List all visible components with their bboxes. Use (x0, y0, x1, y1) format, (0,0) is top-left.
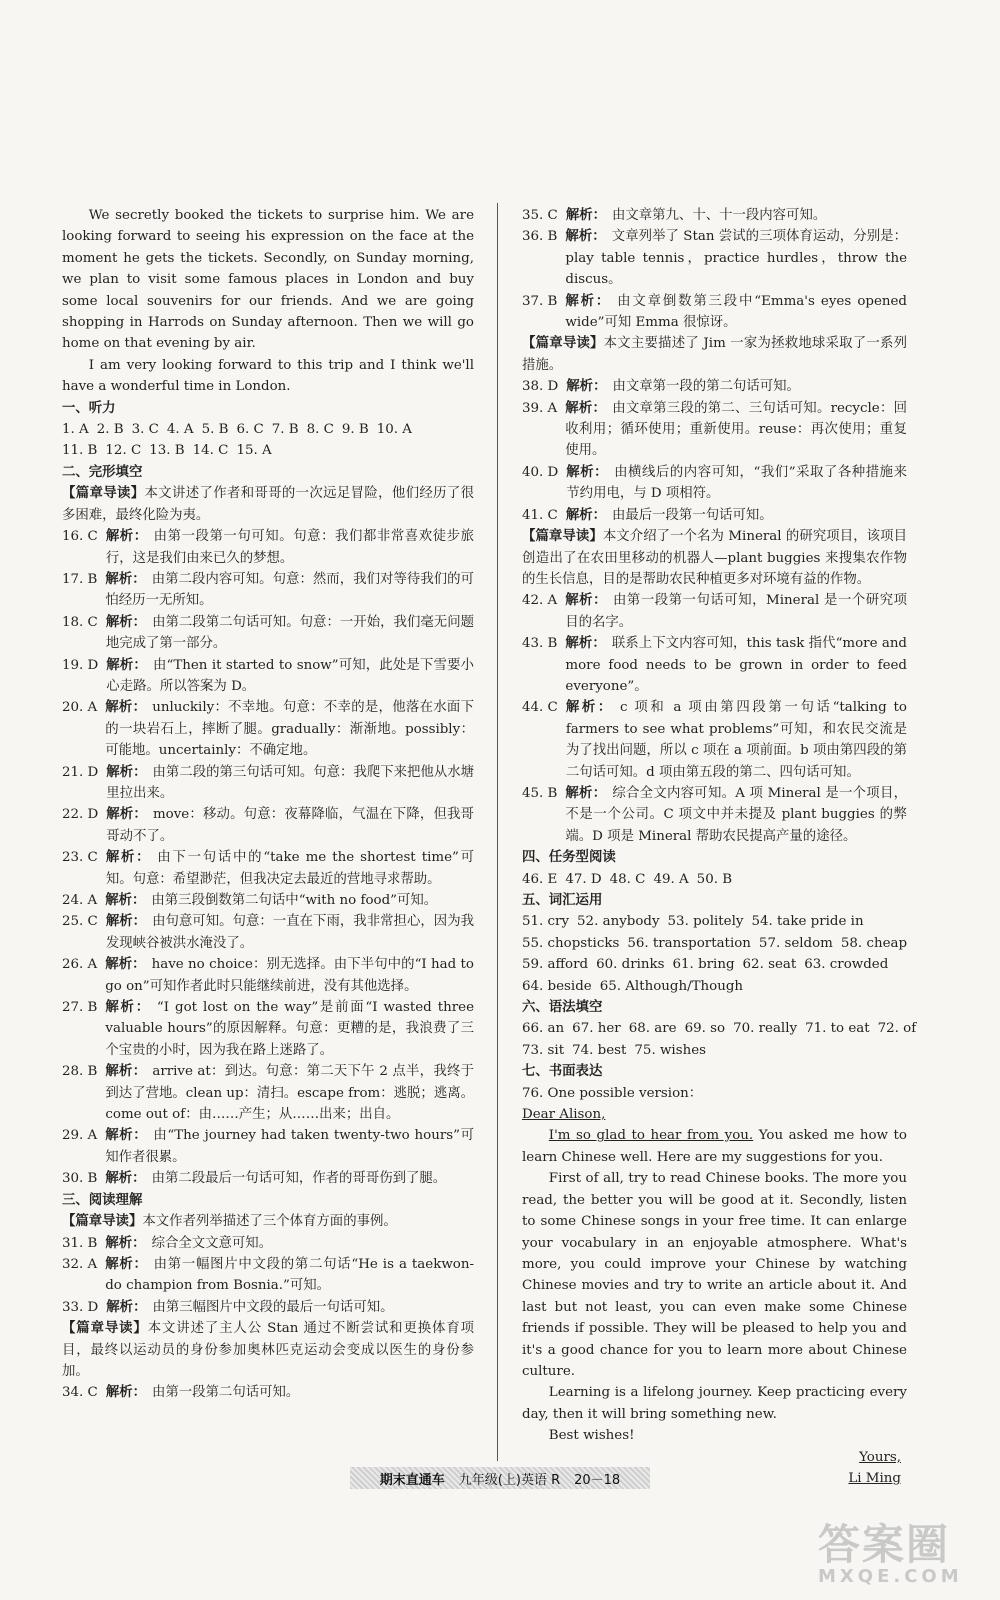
explanation-label: 解析： (106, 806, 147, 823)
column-divider (497, 203, 498, 1461)
letter-closing: Best wishes! (548, 1428, 635, 1444)
paragraph-text: You asked me how to learn Chinese well. Here are my suggestions for you. (522, 1128, 907, 1165)
answer: 6. C (236, 422, 264, 438)
guide-text: 本文介绍了一个名为 Mineral 的研究项目，该项目创造出了在农田里移动的机器人—plant buggies 来搜集农作物的生长信息，目的是帮助农民种植更多对环境有益的作物。 (522, 529, 908, 587)
section-title: 四、任务型阅读 (522, 850, 616, 866)
answer: 15. A (236, 443, 272, 459)
explanation-label: 解析： (105, 849, 152, 866)
answer-number: 34. C (62, 1385, 98, 1401)
answer-explanation (106, 804, 474, 847)
answer-item (62, 1297, 474, 1318)
answer-explanation (566, 376, 907, 397)
chapter-guide (62, 483, 474, 526)
answer: 58. cheap (840, 935, 908, 951)
sample-letter (522, 1104, 907, 1489)
explanation-text: 由第三段倒数第二句话中“with no food”可知。 (151, 893, 438, 908)
answer-explanation (106, 911, 474, 954)
answer-number: 45. B (522, 785, 558, 801)
essay-intro: 76. One possible version： (522, 1085, 703, 1101)
answer-number: 33. D (62, 1299, 99, 1315)
answer-item (62, 890, 474, 911)
answer-item (62, 526, 474, 569)
answer-explanation (106, 612, 474, 655)
answer: 60. drinks (596, 957, 665, 973)
explanation-text: 由第一段第一句话可知，Mineral 是一个研究项目的名字。 (565, 593, 908, 630)
answer-explanation (106, 762, 474, 805)
letter-paragraph (522, 1125, 907, 1168)
answer: 72. of (877, 1021, 917, 1037)
answer: 2. B (96, 422, 124, 438)
answer-item (62, 697, 474, 761)
guide-tag: 【篇章导读】 (62, 1213, 143, 1230)
explanation-text: 由“Then it started to snow”可知，此处是下雪要小心走路。所以答案为 D。 (106, 657, 475, 694)
answer-item (62, 847, 474, 890)
explanation-label: 解析： (565, 399, 607, 416)
explanation-label: 解析： (105, 570, 146, 587)
answer-number: 27. B (62, 1000, 98, 1016)
answer-rows (522, 911, 907, 997)
answer-list (522, 205, 907, 333)
explanation-text: 由第二段内容可知。句意：然而，我们对等待我们的可怕经历一无所知。 (105, 571, 475, 609)
answer: 4. A (166, 422, 194, 438)
answer: 61. bring (672, 957, 735, 973)
guide-text: 本文主要描述了 Jim 一家为拯救地球采取了一系列措施。 (522, 336, 907, 373)
answer-number: 19. D (62, 657, 99, 673)
explanation-label: 解析： (565, 784, 607, 801)
explanation-label: 解析： (106, 656, 147, 673)
answer: 62. seat (742, 957, 797, 973)
answer-item (62, 655, 474, 698)
answer-explanation (105, 1125, 474, 1168)
explanation-label: 解析： (105, 892, 146, 908)
answer: 47. D (565, 871, 602, 887)
watermark-logo (818, 1512, 963, 1587)
answer-item (522, 376, 907, 397)
answer-item (522, 505, 907, 526)
answer: 49. A (653, 871, 689, 887)
answer-number: 44. C (522, 700, 558, 716)
answer-explanation (566, 462, 907, 505)
answer-explanation (106, 847, 474, 890)
explanation-text: move：移动。句意：夜幕降临，气温在下降，但我哥哥动不了。 (106, 807, 475, 844)
explanation-text: 由文章第九、十、十一段内容可知。 (611, 208, 827, 223)
watermark-en: MXQE.COM (818, 1566, 963, 1587)
answer: 65. Although/Though (599, 978, 744, 994)
answer: 46. E (522, 871, 558, 887)
answer-explanation (106, 1382, 474, 1403)
explanation-label: 解析： (105, 913, 147, 930)
explanation-text: “I got lost on the way”是前面“I wasted three valuable hours”的原因解释。句意：更糟的是，我浪费了三个宝贵的小时，因为我在路上迷路了。 (105, 1000, 474, 1058)
guide-text: 本文作者列举描述了三个体育方面的事例。 (142, 1214, 397, 1230)
answer-number: 37. B (522, 293, 558, 309)
answer: 55. chopsticks (522, 935, 620, 951)
answer-item (62, 569, 474, 612)
answer-item (62, 1168, 474, 1189)
chapter-guide (62, 1318, 474, 1382)
answer-number: 23. C (62, 850, 98, 866)
explanation-label: 解析： (105, 956, 146, 973)
explanation-label: 解析： (105, 1255, 148, 1272)
explanation-label: 解析： (565, 292, 612, 309)
explanation-text: arrive at：到达。句意：第二天下午 2 点半，我终于到达了营地。clean up：清扫。escape from：逃脱；逃离。come out of：由……产生；从……出来；出自。 (105, 1064, 475, 1123)
explanation-label: 解析： (565, 228, 606, 245)
answer-number: 39. A (522, 400, 558, 416)
answer-explanation (105, 1254, 474, 1297)
answer-row (522, 954, 907, 975)
explanation-label: 解析： (106, 763, 147, 780)
answer-explanation (106, 526, 474, 569)
answer-item (522, 226, 907, 290)
answer-item (522, 398, 907, 462)
answer-row (522, 1040, 907, 1061)
explanation-label: 解析： (106, 1298, 147, 1315)
answer-item (522, 633, 907, 697)
answer: 63. crowded (804, 957, 889, 973)
answer-explanation (566, 697, 907, 783)
explanation-label: 解析： (105, 699, 147, 716)
answer: 48. C (609, 871, 646, 887)
answer-item (522, 291, 907, 334)
explanation-text: 由第一段第一句可知。句意：我们都非常喜欢徒步旅行，这是我们由来已久的梦想。 (105, 529, 475, 566)
answer-item (522, 205, 907, 226)
explanation-text: 由文章第三段的第二、三句话可知。recycle：回收利用；循环使用；重新使用。reuse：再次使用；重复使用。 (565, 400, 907, 459)
footer-page-number: 20－18 (574, 1472, 621, 1488)
answer-explanation (565, 226, 907, 290)
explanation-text: 由第二段第二句话可知。句意：一开始，我们毫无问题地完成了第一部分。 (105, 614, 475, 652)
answer: 66. an (522, 1021, 565, 1037)
explanation-label: 解析： (565, 635, 606, 652)
guide-tag: 【篇章导读】 (62, 485, 145, 502)
signature-name: Li Ming (848, 1470, 901, 1486)
answer: 14. C (192, 443, 229, 459)
answer: 75. wishes (634, 1042, 706, 1058)
guide-tag: 【篇章导读】 (62, 1320, 148, 1337)
section-title: 五、词汇运用 (522, 893, 603, 908)
guide-tag: 【篇章导读】 (522, 528, 603, 545)
answer: 67. her (572, 1021, 621, 1037)
explanation-label: 解析： (565, 506, 606, 523)
answer: 54. take pride in (751, 914, 864, 930)
answer-explanation (565, 590, 907, 633)
explanation-label: 解析： (566, 463, 609, 480)
letter-salutation: Dear Alison, (522, 1107, 606, 1123)
explanation-text: have no choice：别无选择。由下半句中的“I had to go on”可知作者此时只能继续前进，没有其他选择。 (105, 957, 474, 994)
answer-number: 28. B (62, 1064, 98, 1080)
answer-item (522, 697, 907, 783)
answer: 69. so (684, 1021, 726, 1037)
answer-list (522, 590, 907, 847)
answer-explanation (106, 1297, 474, 1318)
explanation-text: 综合全文内容可知。A 项 Mineral 是一个项目，不是一个公司。C 项文中并未提及 plant buggies 的弊端。D 项是 Mineral 帮助农民提高产量的途径。 (565, 785, 908, 844)
guide-text: 本文讲述了主人公 Stan 通过不断尝试和更换体育项目，最终以运动员的身份参加奥林匹克运动会变成以医生的身份参加。 (62, 1321, 474, 1379)
answer-row (62, 440, 474, 461)
answer-number: 26. A (62, 957, 98, 973)
answer: 73. sit (522, 1042, 565, 1058)
answer-item (62, 804, 474, 847)
answer-item (62, 612, 474, 655)
explanation-label: 解析： (105, 613, 147, 630)
answer-rows (522, 1018, 917, 1061)
answer-explanation (106, 655, 474, 698)
answer: 74. best (572, 1042, 627, 1058)
section-title: 三、阅读理解 (62, 1192, 143, 1208)
answer-list (62, 1233, 474, 1319)
answer: 8. C (306, 422, 334, 438)
letter-paragraph: We secretly booked the tickets to surprise him. We are looking forward to seeing his expression on the face at the moment he gets the tickets. Secondly, on Sunday morning, we plan to visit some famous places in London and buy some local souvenirs for our friends. And we are going shopping in Harrods on Sunday afternoon. Then we will go home on that evening by air. (62, 208, 474, 352)
answer-item (62, 954, 474, 997)
answer: 59. afford (522, 957, 589, 973)
explanation-label: 解析： (565, 592, 607, 609)
explanation-text: 文章列举了 Stan 尝试的三项体育运动，分别是：play table tennis，practice hurdles，throw the discus。 (565, 229, 907, 288)
answer-number: 42. A (522, 593, 558, 609)
section-title: 七、书面表达 (522, 1064, 603, 1080)
explanation-text: 由第三幅图片中文段的最后一句话可知。 (152, 1299, 394, 1315)
answer-explanation (565, 398, 907, 462)
answer: 68. are (628, 1021, 677, 1037)
explanation-label: 解析： (105, 1170, 146, 1187)
answer-number: 31. B (62, 1235, 98, 1251)
answer-number: 41. C (522, 507, 558, 523)
explanation-label: 解析： (105, 1234, 146, 1251)
section-title: 一、听力 (62, 400, 116, 416)
answer-number: 22. D (62, 807, 99, 823)
footer-brand: 期末直通车 (379, 1472, 445, 1488)
answer-list (62, 1382, 474, 1403)
answer-row (522, 869, 907, 890)
explanation-text: 由第一幅图片中文段的第二句话“He is a taekwon-do champion from Bosnia.”可知。 (105, 1256, 474, 1294)
explanation-text: 由第二段最后一句话可知，作者的哥哥伤到了腿。 (151, 1171, 447, 1187)
answer-row (522, 976, 907, 997)
answer-list (62, 526, 474, 1190)
answer-item (62, 911, 474, 954)
answer-explanation (105, 1168, 474, 1189)
answer-number: 20. A (62, 700, 98, 716)
answer-explanation (105, 1233, 474, 1254)
answer-number: 38. D (522, 379, 559, 395)
explanation-label: 解析： (105, 1127, 148, 1144)
answer-item (62, 1233, 474, 1254)
answer: 70. really (733, 1021, 798, 1037)
answer-item (62, 1382, 474, 1403)
answer: 11. B (62, 443, 98, 459)
explanation-text: 由第二段的第三句话可知。句意：我爬下来把他从水塘里拉出来。 (106, 764, 475, 801)
answer-number: 21. D (62, 764, 99, 780)
answer-explanation (566, 205, 907, 226)
answer-number: 24. A (62, 893, 98, 908)
answer-number: 35. C (522, 208, 558, 223)
answer-explanation (105, 1061, 474, 1125)
answer-row (522, 911, 907, 932)
answer-item (62, 1125, 474, 1168)
explanation-label: 解析： (566, 378, 607, 395)
explanation-label: 解析： (105, 528, 148, 545)
answer-number: 25. C (62, 914, 98, 930)
explanation-text: 由第一段第二句话可知。 (151, 1385, 300, 1401)
answer-explanation (565, 633, 907, 697)
answer: 53. politely (667, 914, 744, 930)
answer-number: 16. C (62, 529, 98, 545)
explanation-label: 解析： (565, 699, 614, 716)
answer-explanation (105, 697, 474, 761)
answer-number: 43. B (522, 636, 558, 652)
chapter-guide (522, 526, 907, 590)
answer-number: 29. A (62, 1128, 98, 1144)
letter-paragraph: I am very looking forward to this trip and I think we'll have a wonderful time in London. (62, 357, 474, 395)
answer: 3. C (131, 422, 159, 438)
answer-item (62, 1254, 474, 1297)
answer-item (522, 783, 907, 847)
answer-row (522, 933, 907, 954)
answer-explanation (105, 890, 474, 911)
explanation-text: c 项和 a 项由第四段第一句话“talking to farmers to see what problems”可知，和农民交流是为了找出问题，所以 c 项在 a 项前面。b 项由第四段的第二句话可知。d 项由第五段的第二、四句话可知。 (565, 700, 907, 780)
answer-explanation (105, 997, 474, 1061)
left-column (62, 205, 474, 1404)
right-column (522, 205, 917, 1489)
guide-tag: 【篇章导读】 (522, 335, 604, 352)
explanation-text: 联系上下文内容可知，this task 指代“more and more food needs to be grown in order to feed everyone”。 (565, 636, 908, 694)
answer: 52. anybody (577, 914, 660, 930)
answer-number: 32. A (62, 1256, 98, 1272)
answer: 7. B (271, 422, 299, 438)
letter-signoff (522, 1447, 907, 1468)
answer-explanation (565, 783, 907, 847)
answer-item (62, 1061, 474, 1125)
explanation-label: 解析： (565, 207, 606, 223)
watermark-cn: 答案圈 (818, 1520, 951, 1569)
explanation-label: 解析： (105, 999, 151, 1016)
explanation-text: 由文章倒数第三段中“Emma's eyes opened wide”可知 Emma 很惊讶。 (565, 293, 907, 331)
explanation-text: 由横线后的内容可知，“我们”采取了各种措施来节约用电，与 D 项相符。 (566, 464, 908, 502)
section-title: 六、语法填空 (522, 1000, 603, 1016)
letter-paragraph: First of all, try to read Chinese books. The more you read, the better you will be good at it. Secondly, listen to some Chinese songs in your free time. It can enlarge your vocabulary in an enjoyable atmosphere. What's more, you could improve your Chinese by watching Chinese movies and try to write an article about it. And last but not least, you can even make some Chinese friends if possible. They will be pleased to help you and it's a good chance for you to learn more about Chinese culture. (522, 1171, 907, 1379)
underlined-sentence: I'm so glad to hear from you. (548, 1128, 754, 1144)
chapter-guide (522, 333, 907, 376)
page-footer (350, 1467, 650, 1489)
answer: 64. beside (522, 978, 592, 994)
explanation-text: 由文章第一段的第二句话可知。 (612, 379, 800, 395)
explanation-label: 解析： (105, 1063, 147, 1080)
explanation-text: 由下一句话中的“take me the shortest time”可知。句意：希望渺茫，但我决定去最近的营地寻求帮助。 (105, 850, 474, 887)
answer-item (522, 462, 907, 505)
answer-number: 36. B (522, 229, 558, 245)
guide-text: 本文讲述了作者和哥哥的一次远足冒险，他们经历了很多困难，最终化险为夷。 (62, 486, 475, 523)
letter-paragraph: Learning is a lifelong journey. Keep practicing every day, then it will bring something new. (522, 1385, 907, 1422)
explanation-text: 由“The journey had taken twenty-two hours”可知作者很累。 (105, 1128, 474, 1165)
answer: 13. B (149, 443, 185, 459)
answer: 71. to eat (805, 1021, 870, 1037)
answer-row (522, 1018, 917, 1039)
answer-explanation (105, 569, 474, 612)
answer-item (62, 997, 474, 1061)
answer: 57. seldom (758, 935, 833, 951)
section-title: 二、完形填空 (62, 464, 143, 480)
answer: 50. B (696, 871, 733, 887)
footer-grade: 九年级(上)英语 R (458, 1472, 561, 1488)
explanation-text: unluckily：不幸地。句意：不幸的是，他落在水面下的一块岩石上，摔断了腿。gradually：渐渐地。possibly：可能地。uncertainly：不确定地。 (105, 700, 474, 759)
answer-row (62, 419, 474, 440)
explanation-label: 解析： (105, 1384, 146, 1401)
answer: 9. B (341, 422, 369, 438)
chapter-guide (62, 1211, 474, 1232)
answer-number: 17. B (62, 571, 98, 587)
answer: 10. A (376, 422, 412, 438)
answer-explanation (565, 291, 907, 334)
answer: 56. transportation (627, 935, 751, 951)
answer-item (62, 762, 474, 805)
answer-number: 18. C (62, 614, 98, 630)
answer-number: 30. B (62, 1171, 98, 1187)
answer-list (522, 376, 907, 526)
explanation-text: 由句意可知。句意：一直在下雨，我非常担心，因为我发现峡谷被洪水淹没了。 (105, 914, 475, 951)
explanation-text: 综合全文文意可知。 (151, 1235, 273, 1251)
signoff-yours: Yours, (859, 1449, 901, 1465)
answer: 12. C (105, 443, 142, 459)
answer-item (522, 590, 907, 633)
answer-explanation (566, 505, 907, 526)
answer-number: 40. D (522, 464, 559, 480)
answer: 1. A (62, 422, 89, 438)
explanation-text: 由最后一段第一句话可知。 (611, 507, 773, 523)
answer-explanation (105, 954, 474, 997)
answer: 51. cry (522, 914, 570, 930)
answer: 5. B (201, 422, 229, 438)
